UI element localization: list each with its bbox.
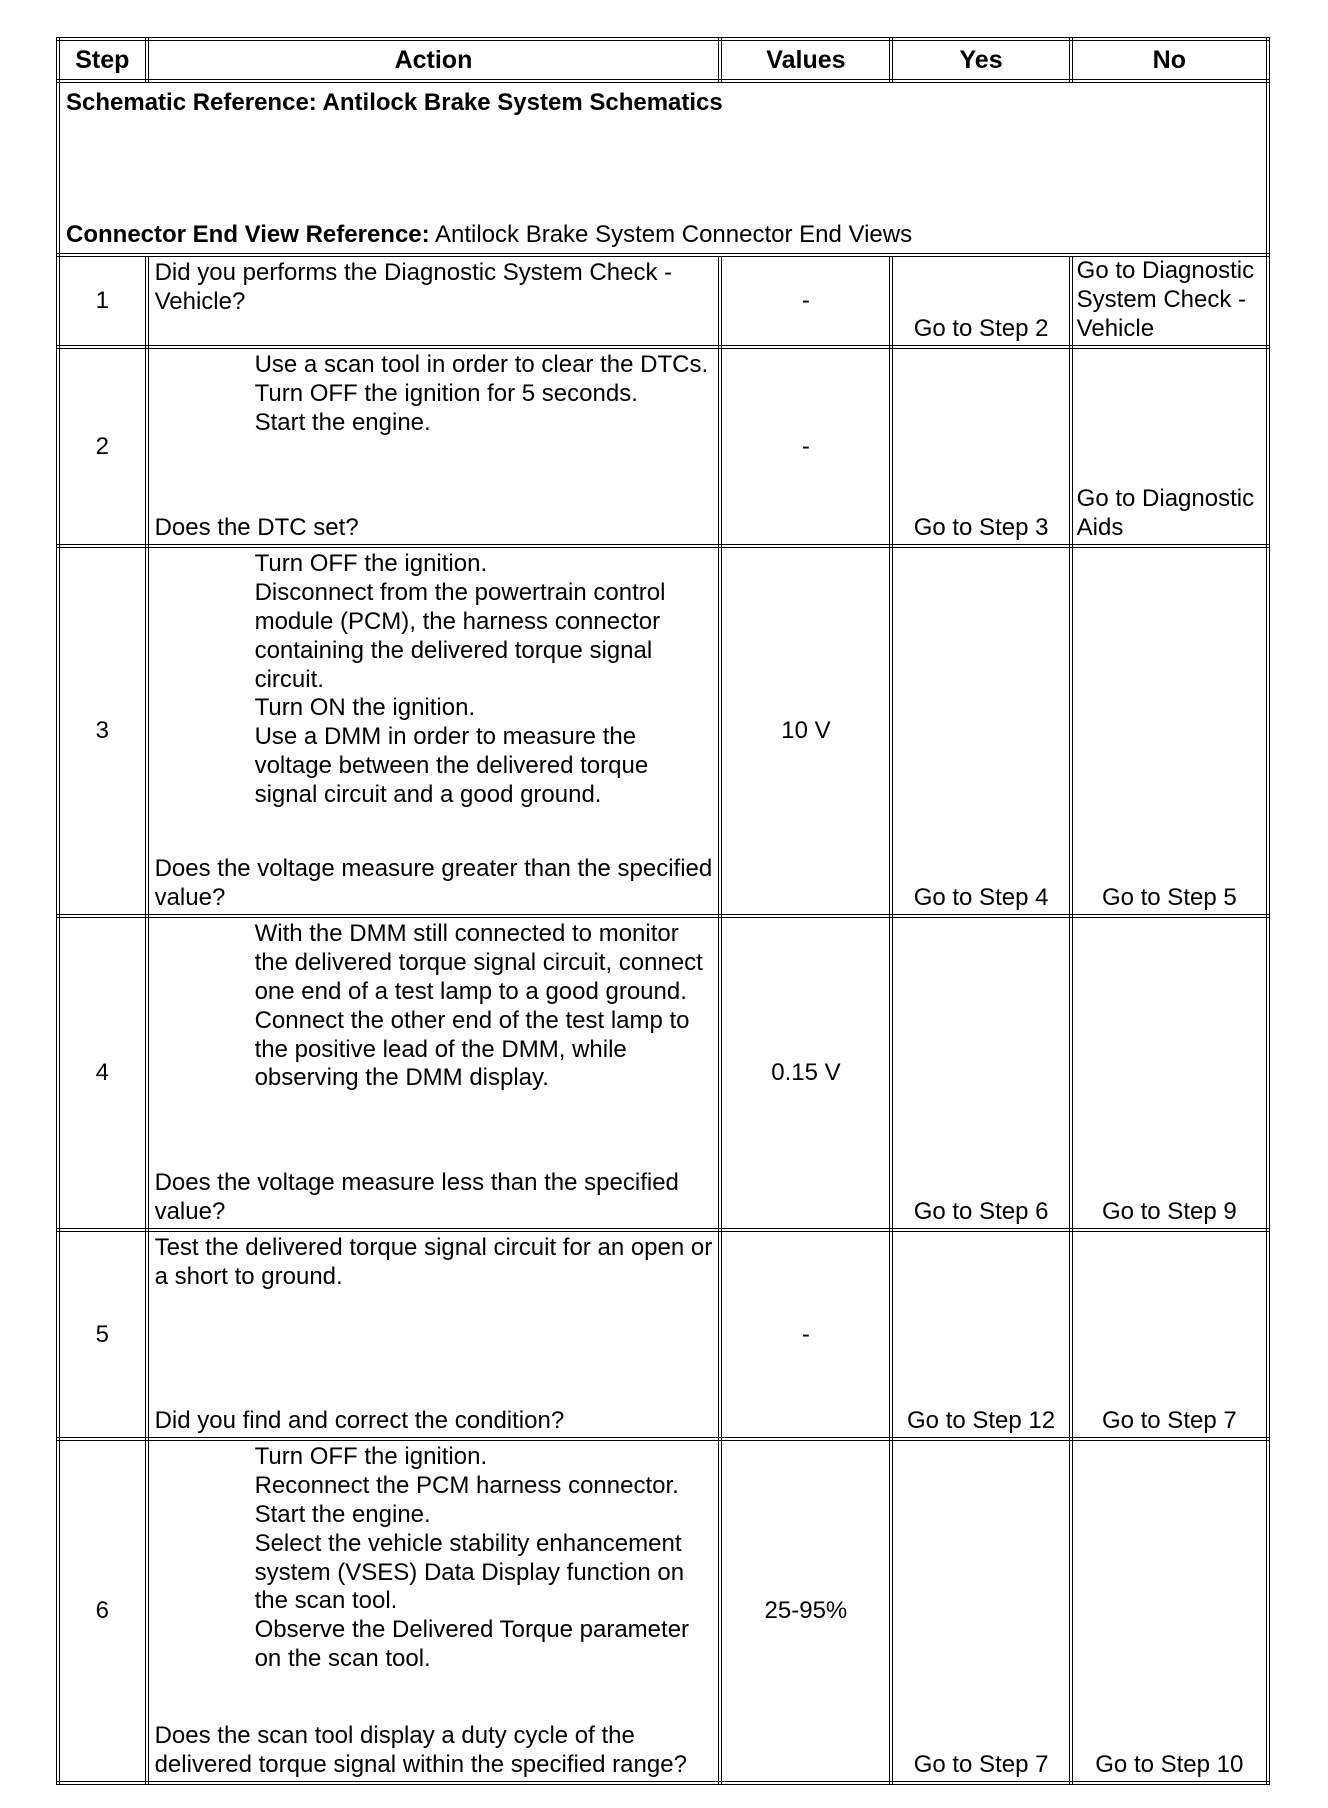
no-text: Go to Diagnostic Aids bbox=[1076, 484, 1255, 541]
yes-cell bbox=[891, 255, 1070, 347]
step-number: 1 bbox=[58, 255, 147, 347]
no-cell bbox=[1071, 1230, 1268, 1439]
no-cell bbox=[1071, 255, 1268, 347]
substep: Turn ON the ignition. bbox=[254, 694, 476, 722]
substep: Turn OFF the ignition for 5 seconds. bbox=[254, 380, 638, 408]
step-number: 3 bbox=[58, 546, 147, 916]
header-row bbox=[58, 39, 1268, 81]
value-cell: - bbox=[720, 1230, 891, 1439]
substep: Observe the Delivered Torque parameter on the scan tool. bbox=[254, 1616, 690, 1672]
substep: Turn OFF the ignition. bbox=[254, 550, 488, 578]
action-cell bbox=[147, 916, 721, 1230]
action-cell bbox=[147, 255, 721, 347]
step-number: 2 bbox=[58, 347, 147, 546]
yes-text: Go to Step 3 bbox=[913, 513, 1049, 541]
yes-cell bbox=[891, 1230, 1070, 1439]
substep: Start the engine. bbox=[254, 1500, 431, 1528]
table-row bbox=[58, 347, 1268, 546]
substep: With the DMM still connected to monitor the delivered torque signal circuit, connect one end of a test lamp to a good ground. bbox=[254, 920, 703, 1005]
table-row bbox=[58, 916, 1268, 1230]
reference-cell bbox=[58, 81, 1268, 255]
substep: Connect the other end of the test lamp to the positive lead of the DMM, while observing the DMM display. bbox=[254, 1006, 690, 1092]
step-number: 5 bbox=[58, 1230, 147, 1439]
yes-cell bbox=[891, 546, 1070, 916]
reference-row bbox=[58, 81, 1268, 255]
yes-text: Go to Step 2 bbox=[913, 314, 1049, 342]
no-text: Go to Step 7 bbox=[1101, 1406, 1237, 1434]
no-text: Go to Step 10 bbox=[1095, 1750, 1244, 1778]
action-question: Does the voltage measure greater than the specified value? bbox=[154, 854, 713, 911]
no-text: Go to Step 5 bbox=[1101, 883, 1237, 911]
connector-reference-label: Connector End View Reference: bbox=[66, 221, 430, 248]
no-cell bbox=[1071, 546, 1268, 916]
substep: Use a scan tool in order to clear the DTCs. bbox=[254, 351, 709, 379]
value-cell: 25-95% bbox=[720, 1439, 891, 1783]
diagnostic-table bbox=[56, 37, 1270, 1785]
table-row bbox=[58, 1439, 1268, 1783]
no-cell bbox=[1071, 1439, 1268, 1783]
diagnostic-document bbox=[56, 37, 1270, 1785]
substep: Select the vehicle stability enhancement system (VSES) Data Display function on the scan tool. bbox=[254, 1529, 685, 1615]
action-substeps bbox=[155, 1443, 713, 1673]
header-no: No bbox=[1071, 39, 1268, 81]
action-substeps bbox=[155, 550, 713, 809]
substep: Disconnect from the powertrain control module (PCM), the harness connector containing the delivered torque signal circuit. bbox=[254, 579, 666, 693]
action-question: Did you find and correct the condition? bbox=[154, 1406, 565, 1434]
action-cell bbox=[147, 347, 721, 546]
yes-cell bbox=[891, 916, 1070, 1230]
schematic-reference: Schematic Reference: Antilock Brake System Schematics bbox=[66, 89, 723, 116]
action-cell bbox=[147, 546, 721, 916]
action-substeps bbox=[155, 920, 713, 1093]
no-text: Go to Step 9 bbox=[1101, 1197, 1237, 1225]
action-question: Does the scan tool display a duty cycle of the delivered torque signal within the specified range? bbox=[154, 1721, 687, 1778]
step-number: 6 bbox=[58, 1439, 147, 1783]
connector-reference bbox=[66, 221, 912, 249]
value-cell: 0.15 V bbox=[720, 916, 891, 1230]
yes-cell bbox=[891, 347, 1070, 546]
yes-text: Go to Step 12 bbox=[907, 1406, 1056, 1434]
action-cell bbox=[147, 1439, 721, 1783]
action-question: Does the DTC set? bbox=[154, 513, 359, 541]
substep: Use a DMM in order to measure the voltage between the delivered torque signal circuit and a good ground. bbox=[254, 723, 649, 808]
value-cell: - bbox=[720, 347, 891, 546]
table-row bbox=[58, 1230, 1268, 1439]
substep: Start the engine. bbox=[254, 408, 431, 436]
table-row bbox=[58, 546, 1268, 916]
header-yes: Yes bbox=[891, 39, 1070, 81]
substep: Turn OFF the ignition. bbox=[254, 1443, 488, 1471]
header-values: Values bbox=[720, 39, 891, 81]
yes-text: Go to Step 4 bbox=[913, 883, 1049, 911]
header-action: Action bbox=[147, 39, 721, 81]
table-row bbox=[58, 255, 1268, 347]
action-question: Does the voltage measure less than the specified value? bbox=[154, 1168, 679, 1225]
connector-reference-value: Antilock Brake System Connector End Views bbox=[429, 221, 913, 248]
header-step: Step bbox=[58, 39, 147, 81]
yes-text: Go to Step 6 bbox=[913, 1197, 1049, 1225]
action-substeps bbox=[155, 351, 713, 437]
yes-text: Go to Step 7 bbox=[913, 1750, 1049, 1778]
no-text: Go to Diagnostic System Check - Vehicle bbox=[1076, 257, 1255, 342]
substep: Reconnect the PCM harness connector. bbox=[254, 1472, 679, 1500]
yes-cell bbox=[891, 1439, 1070, 1783]
value-cell: 10 V bbox=[720, 546, 891, 916]
no-cell bbox=[1071, 347, 1268, 546]
action-text: Test the delivered torque signal circuit for an open or a short to ground. bbox=[154, 1234, 713, 1291]
action-text: Did you performs the Diagnostic System Check - Vehicle? bbox=[154, 259, 673, 315]
value-cell: - bbox=[720, 255, 891, 347]
step-number: 4 bbox=[58, 916, 147, 1230]
action-cell bbox=[147, 1230, 721, 1439]
no-cell bbox=[1071, 916, 1268, 1230]
